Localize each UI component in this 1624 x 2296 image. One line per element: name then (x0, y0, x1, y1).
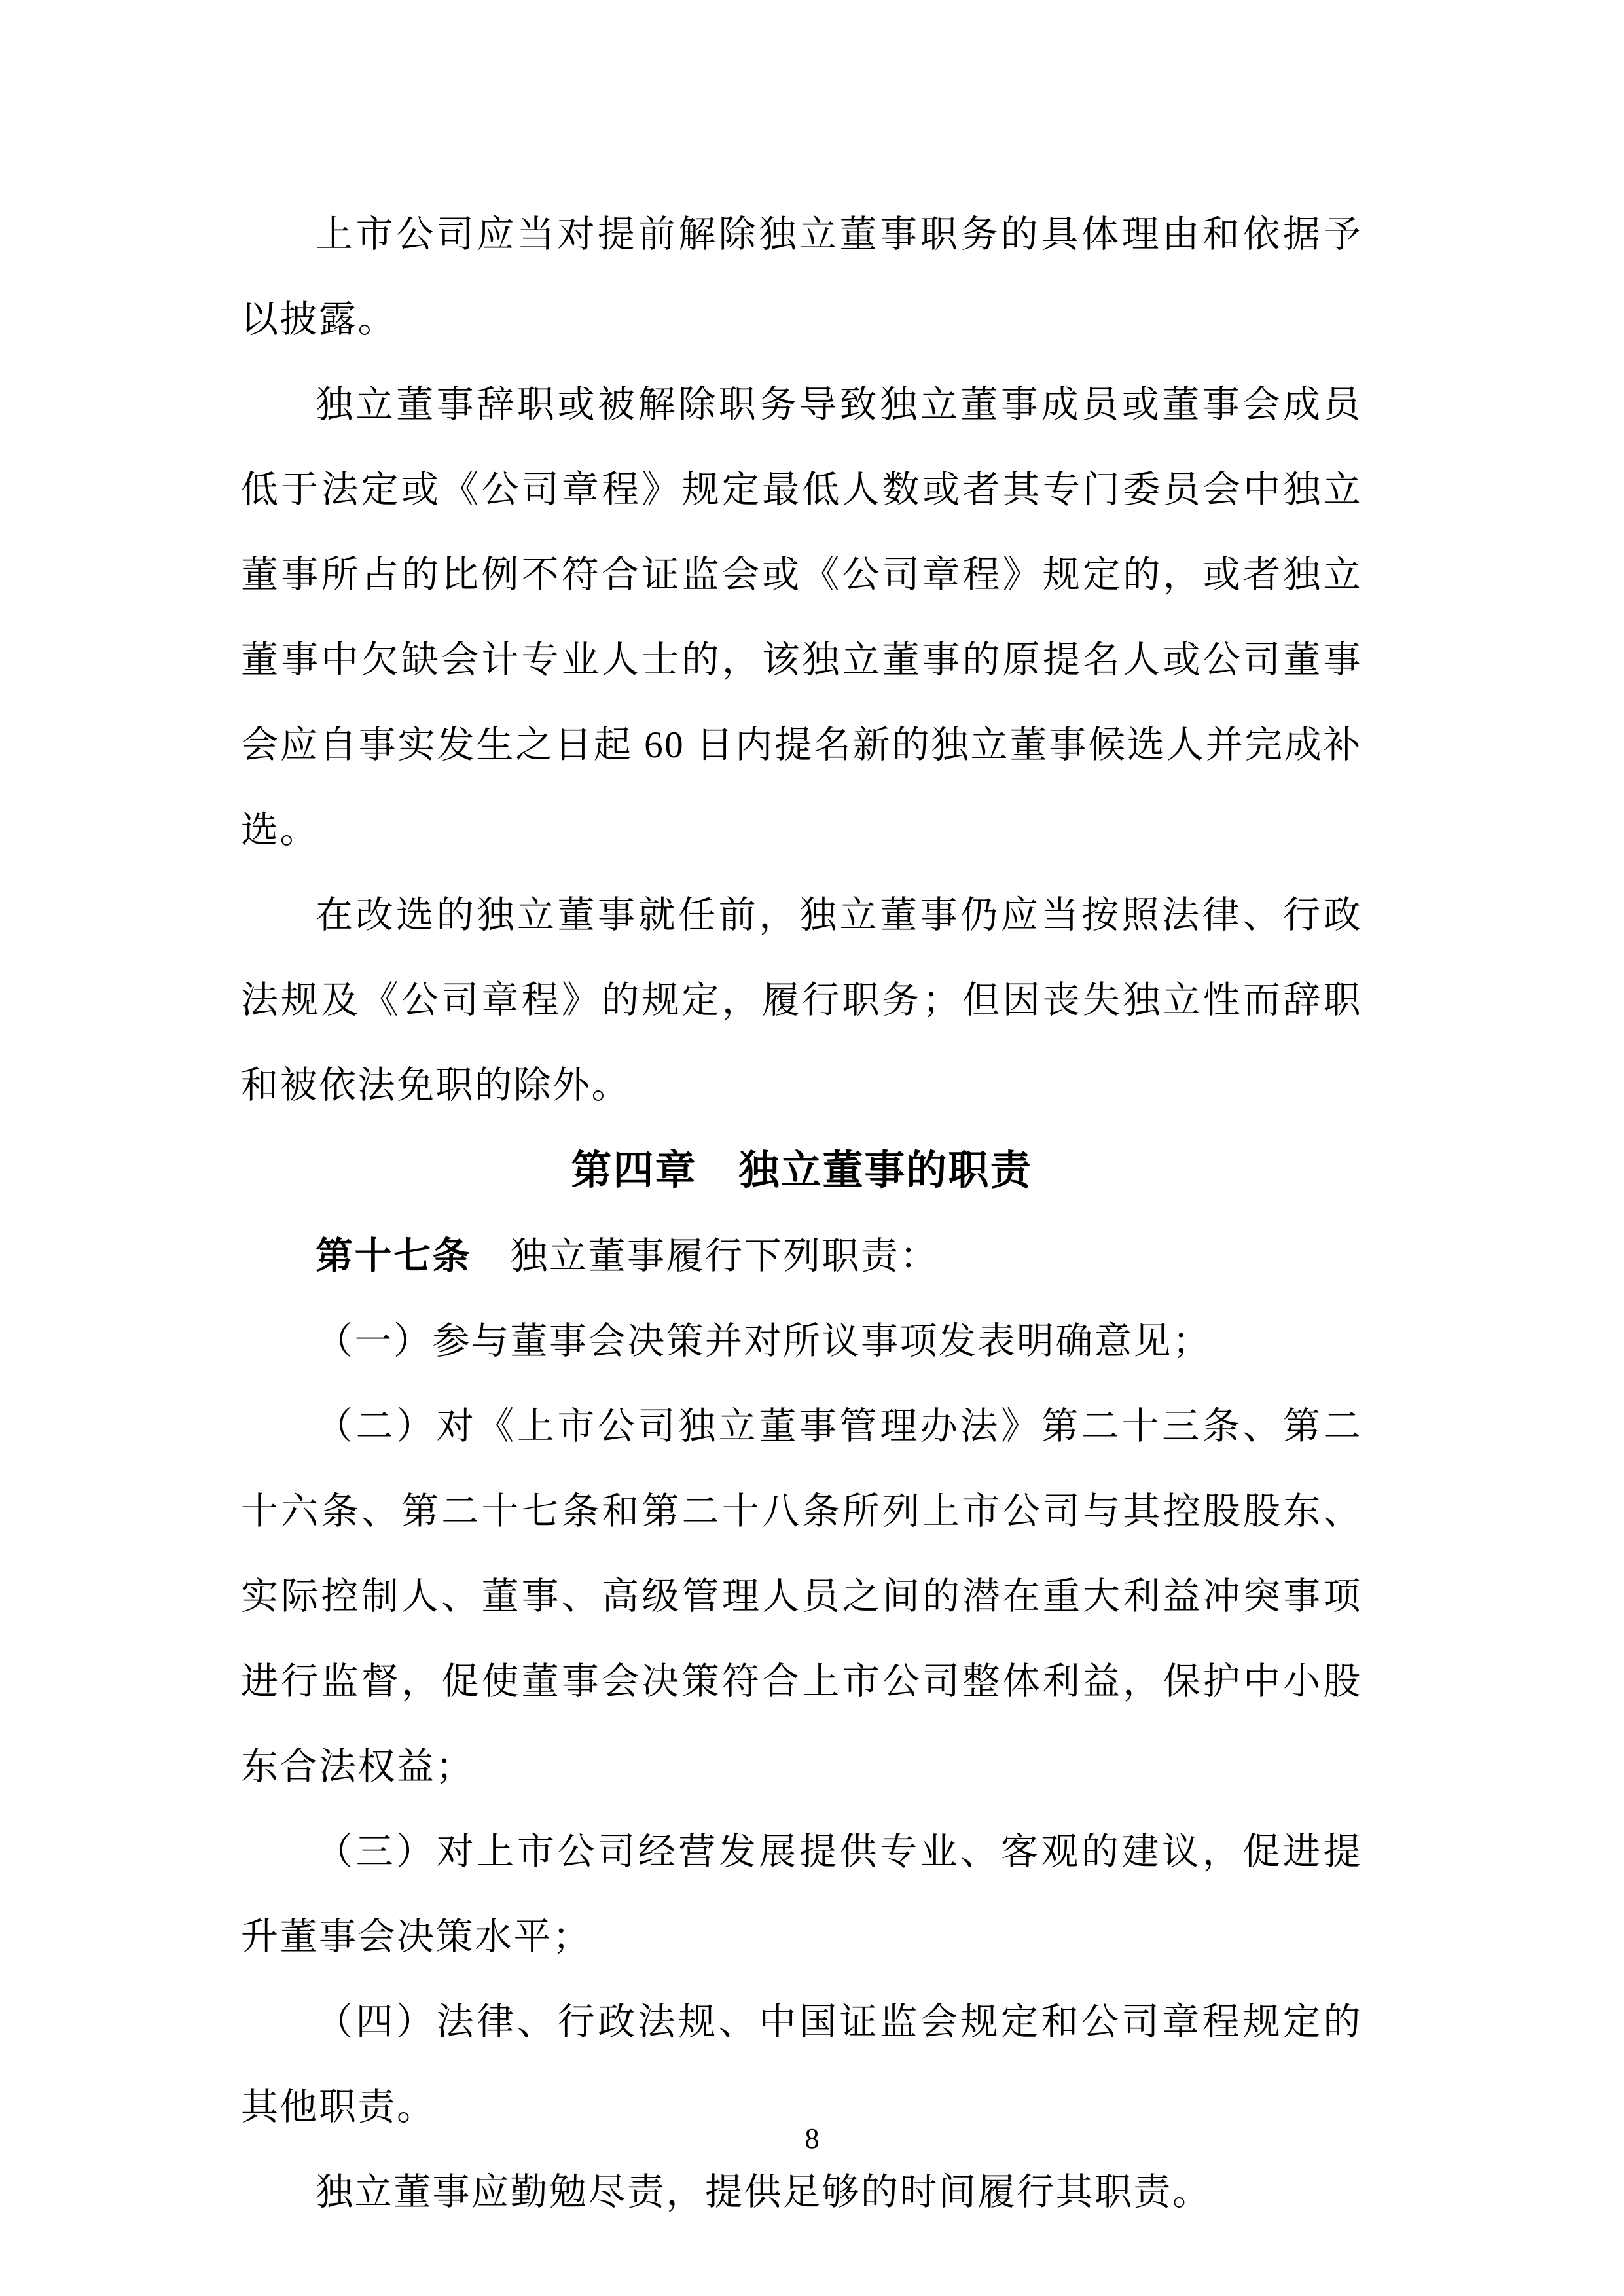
document-content (241, 192, 1362, 2235)
article-17-intro-text: 独立董事履行下列职责： (471, 1236, 939, 1277)
chapter-heading: 第四章 独立董事的职责 (571, 1149, 1032, 1193)
duty-item-3: （三）对上市公司经营发展提供专业、客观的建议，促进提升董事会决策水平； (241, 1831, 1362, 1958)
duty-item-4: （四）法律、行政法规、中国证监会规定和公司章程规定的其他职责。 (241, 2001, 1362, 2128)
page-number: 8 (804, 2123, 820, 2155)
paragraph-resignation-replacement-rule: 独立董事辞职或被解除职务导致独立董事成员或董事会成员低于法定或《公司章程》规定最低人数或者其专门委员会中独立董事所占的比例不符合证监会或《公司章程》规定的，或者独立董事中欠缺会计专业人士的，该独立董事的原提名人或公司董事会应自事实发生之日起 60 日内提名新的独立董事候选人并完成补选。 (241, 384, 1362, 851)
paragraph-duties-before-reelection: 在改选的独立董事就任前，独立董事仍应当按照法律、行政法规及《公司章程》的规定，履行职务；但因丧失独立性而辞职和被依法免职的除外。 (241, 895, 1362, 1106)
paragraph-early-dismissal-disclosure: 上市公司应当对提前解除独立董事职务的具体理由和依据予以披露。 (241, 214, 1362, 340)
article-17-intro-line (241, 1214, 1362, 1299)
duty-item-1: （一）参与董事会决策并对所议事项发表明确意见； (316, 1321, 1212, 1362)
article-17-number: 第十七条 (316, 1236, 471, 1277)
duty-item-2: （二）对《上市公司独立董事管理办法》第二十三条、第二十六条、第二十七条和第二十八条所列上市公司与其控股股东、实际控制人、董事、高级管理人员之间的潜在重大利益冲突事项进行监督，促使董事会决策符合上市公司整体利益，保护中小股东合法权益； (241, 1406, 1362, 1787)
paragraph-diligence-duty: 独立董事应勤勉尽责，提供足够的时间履行其职责。 (316, 2172, 1212, 2213)
